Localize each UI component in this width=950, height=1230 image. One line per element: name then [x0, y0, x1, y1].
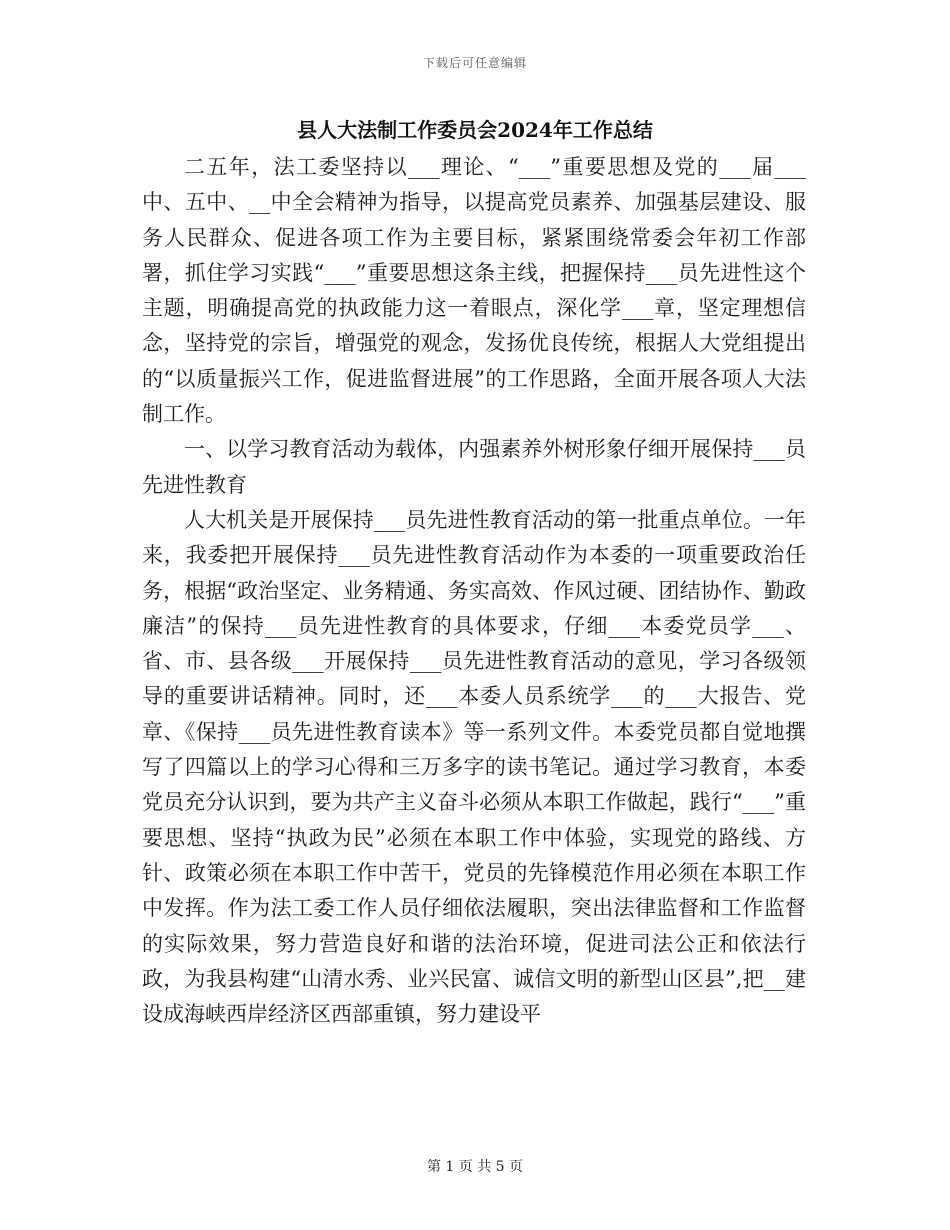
header-note: 下载后可任意编辑: [422, 56, 527, 70]
paragraph-section-1: 人大机关是开展保持___员先进性教育活动的第一批重点单位。一年来，我委把开展保持___员先进性教育活动作为本委的一项重要政治任务，根据“政治坚定、业务精通、务实高效、作风过硬、团结协作、勤政廉洁”的保持___员先进性教育的具体要求，仔细___本委党员学___、省、市、县各级___开展保持___员先进性教育活动的意见，学习各级领导的重要讲话精神。同时，还___本委人员系统学___的___大报告、党章、《保持___员先进性教育读本》等一系列文件。本委党员都自觉地撰写了四篇以上的学习心得和三万多字的读书笔记。通过学习教育，本委党员充分认识到，要为共产主义奋斗必须从本职工作做起，践行“___”重要思想、坚持“执政为民”必须在本职工作中体验，实现党的路线、方针、政策必须在本职工作中苦干，党员的先锋模范作用必须在本职工作中发挥。作为法工委工作人员仔细依法履职，突出法律监督和工作监督的实际效果，努力营造良好和谐的法治环境，促进司法公正和依法行政，为我县构建“山清水秀、业兴民富、诚信文明的新型山区县”,把__建设成海峡西岸经济区西部重镇，努力建设平: [142, 507, 806, 1027]
paragraph-intro: 二五年，法工委坚持以___理论、“___”重要思想及党的___届___中、五中、__中全会精神为指导，以提高党员素养、加强基层建设、服务人民群众、促进各项工作为主要目标，紧紧围绕常委会年初工作部署，抓住学习实践“___”重要思想这条主线，把握保持___员先进性这个主题，明确提高党的执政能力这一着眼点，深化学___章，坚定理想信念，坚持党的宗旨，增强党的观念，发扬优良传统，根据人大党组提出的“以质量振兴工作，促进监督进展”的工作思路，全面开展各项人大法制工作。: [142, 155, 806, 427]
document-body: [142, 150, 806, 1032]
document-title: 县人大法制工作委员会2024年工作总结: [297, 118, 653, 142]
section-heading-1: 一、以学习教育活动为载体，内强素养外树形象仔细开展保持___员先进性教育: [142, 437, 806, 497]
page-number: 第 1 页 共 5 页: [426, 1159, 524, 1175]
